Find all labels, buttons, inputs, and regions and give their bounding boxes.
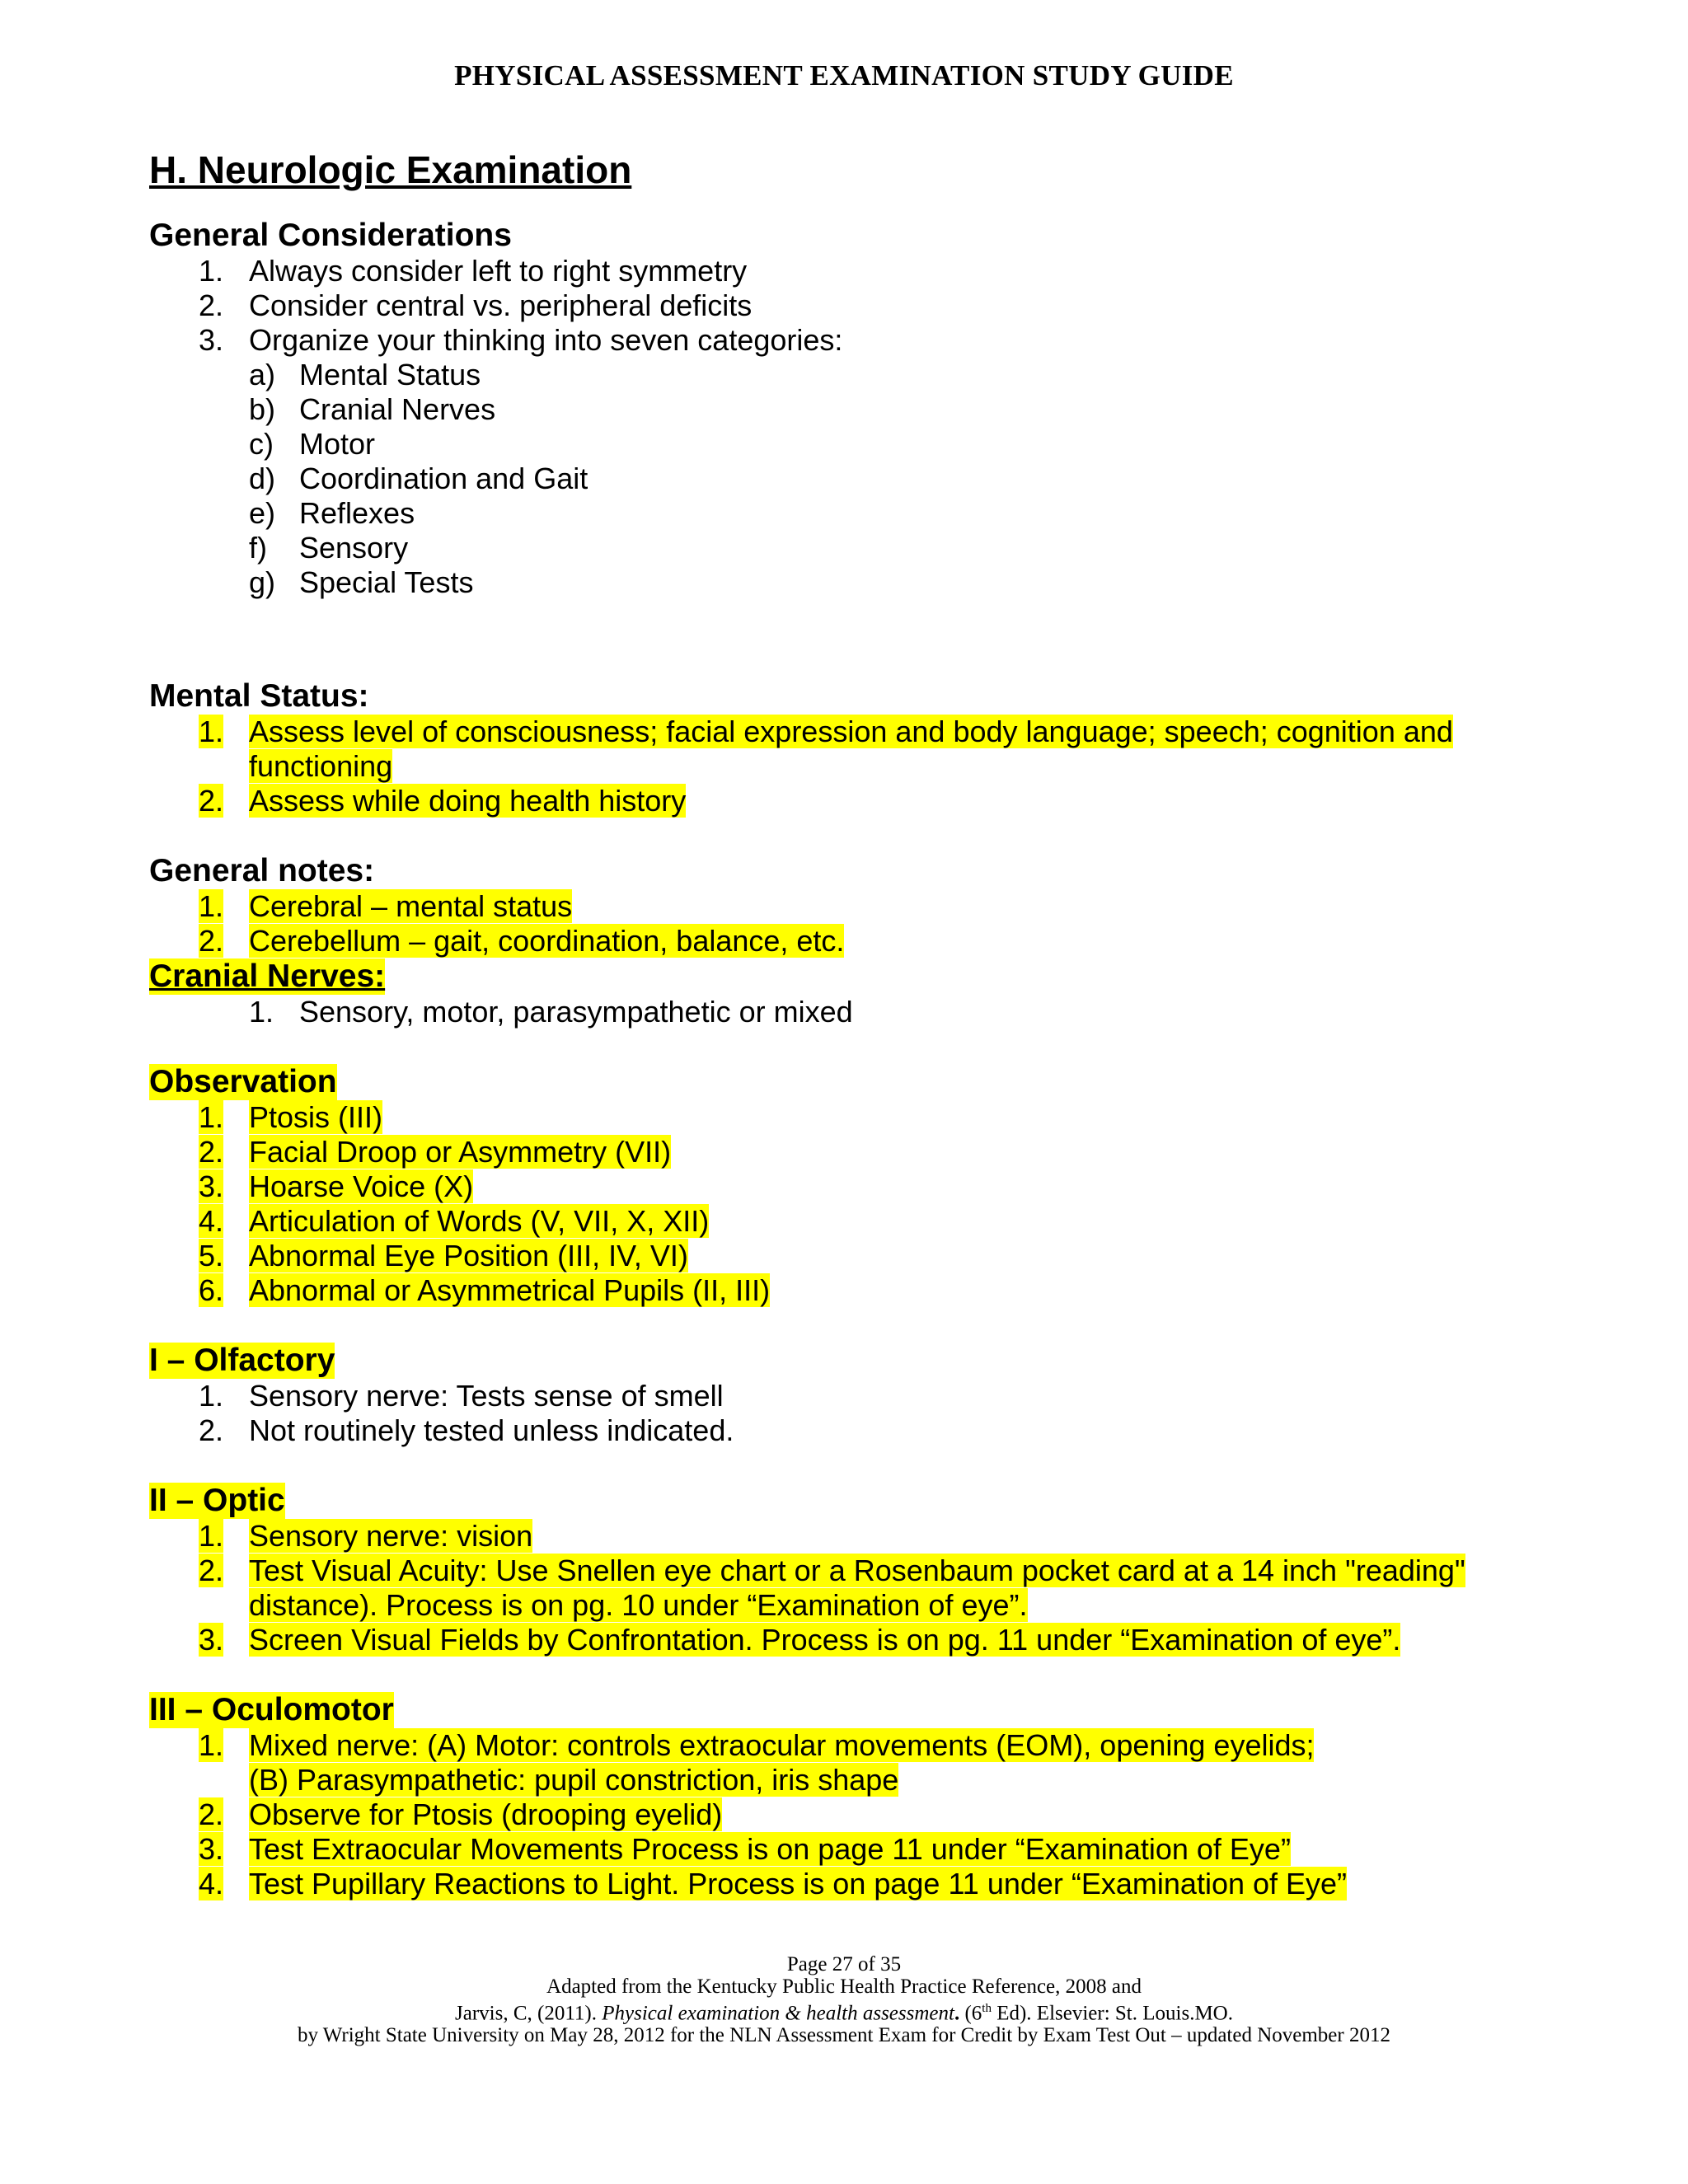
list-item [199,1273,1567,1308]
item-letter: b) [249,392,276,426]
item-letter: g) [249,565,276,599]
list-item [249,995,1567,1029]
item-number: 2. [199,1797,224,1831]
item-text: Organize your thinking into seven categories: [249,323,843,357]
observation-heading: Observation [149,1064,337,1099]
general-notes-section [149,853,1567,958]
item-text: Test Pupillary Reactions to Light. Process is on page 11 under “Examination of Eye” [249,1867,1348,1900]
item-text: Consider central vs. peripheral deficits [249,288,753,322]
item-text: Sensory, motor, parasympathetic or mixed [299,995,853,1029]
item-number: 3. [199,323,224,357]
list-item [199,323,1567,358]
item-number: 3. [199,1169,224,1203]
olfactory-heading: I – Olfactory [149,1343,335,1378]
item-number: 1. [199,1728,224,1762]
observation-section [149,1064,1567,1308]
item-text: Sensory nerve: Tests sense of smell [249,1379,724,1413]
list-item [249,462,1567,496]
citation-edition-suffix: th [982,2002,992,2015]
item-text: Sensory [299,531,409,565]
list-item [199,1379,1567,1413]
list-item [199,1413,1567,1448]
general-considerations-list [199,254,1567,358]
item-number: 4. [199,1867,224,1900]
list-item [199,1623,1567,1657]
list-item [249,392,1567,427]
list-item [199,288,1567,323]
page-header: PHYSICAL ASSESSMENT EXAMINATION STUDY GUIDE [454,59,1234,91]
mental-status-section [149,678,1567,818]
item-number: 2. [199,1135,224,1169]
item-number: 1. [199,715,224,748]
list-item [199,1169,1567,1204]
list-item [199,1135,1567,1169]
item-text: Ptosis (III) [249,1100,383,1134]
list-item [199,889,1567,924]
list-item [199,1100,1567,1135]
item-number: 6. [199,1273,224,1307]
item-text: Facial Droop or Asymmetry (VII) [249,1135,672,1169]
item-text: Reflexes [299,496,415,530]
mental-status-list [199,715,1567,818]
general-considerations-heading: General Considerations [149,218,512,253]
list-item [199,1728,1567,1797]
item-number: 3. [199,1623,224,1657]
item-text: Coordination and Gait [299,462,588,495]
item-letter: a) [249,358,276,391]
footer-credit-line: by Wright State University on May 28, 2012 for the NLN Assessment Exam for Credit by Exam Test Out – updated November 2012 [298,2024,1390,2047]
item-number: 2. [199,1554,224,1587]
list-item [199,1797,1567,1832]
list-item [199,715,1567,784]
list-item [249,531,1567,565]
item-text: Abnormal or Asymmetrical Pupils (II, III) [249,1273,771,1307]
cranial-nerves-heading: Cranial Nerves: [149,958,386,994]
item-letter: e) [249,496,276,530]
list-item [199,254,1567,288]
list-item [199,1554,1567,1623]
observation-list [199,1100,1567,1308]
list-item [199,1204,1567,1239]
cranial-nerves-list [249,995,1567,1029]
list-item [199,1239,1567,1273]
item-number: 1. [199,889,224,923]
item-letter: f) [249,531,267,565]
citation-title: Physical examination & health assessment [602,2002,954,2025]
item-number: 1. [199,1379,224,1413]
item-number: 1. [249,995,274,1029]
item-text: Not routinely tested unless indicated. [249,1413,734,1447]
item-number: 1. [199,1100,224,1134]
item-text: Mental Status [299,358,481,391]
item-number: 5. [199,1239,224,1272]
list-item [249,427,1567,462]
item-text: Cerebral – mental status [249,889,573,923]
optic-heading: II – Optic [149,1483,285,1518]
item-number: 1. [199,254,224,288]
item-number: 3. [199,1832,224,1866]
category-list [249,358,1567,600]
item-number: 2. [199,288,224,322]
citation-dot: . [954,2002,960,2025]
olfactory-list [199,1379,1567,1448]
section-title: H. Neurologic Examination [149,148,632,191]
citation-author: Jarvis, C, (2011). [455,2002,603,2025]
item-letter: c) [249,427,274,461]
item-letter: d) [249,462,276,495]
item-text: Test Extraocular Movements Process is on page 11 under “Examination of Eye” [249,1832,1291,1866]
item-text: Assess while doing health history [249,784,687,818]
list-item [199,784,1567,818]
item-text: Abnormal Eye Position (III, IV, VI) [249,1239,688,1272]
item-text: Observe for Ptosis (drooping eyelid) [249,1797,723,1831]
list-item [199,1832,1567,1867]
item-text: Always consider left to right symmetry [249,254,748,288]
item-text: Cerebellum – gait, coordination, balance, etc. [249,924,845,958]
optic-section [149,1483,1567,1657]
footer-source-line: Adapted from the Kentucky Public Health Practice Reference, 2008 and [546,1975,1142,1998]
oculomotor-section [149,1692,1567,1901]
citation-edition: (6 [959,2002,982,2025]
item-number: 2. [199,924,224,958]
item-text: Mixed nerve: (A) Motor: controls extraocular movements (EOM), opening eyelids; (B) Parasympathetic: pupil constriction, iris shape [249,1728,1315,1797]
oculomotor-heading: III – Oculomotor [149,1692,394,1727]
item-text: Test Visual Acuity: Use Snellen eye chart or a Rosenbaum pocket card at a 14 inch "reading" distance). Process is on pg. 10 under “Examination of eye”. [249,1554,1465,1622]
item-text: Motor [299,427,376,461]
document-body [149,145,1567,1901]
item-number: 2. [199,1413,224,1447]
list-item [249,565,1567,600]
item-text: Hoarse Voice (X) [249,1169,474,1203]
item-text: Cranial Nerves [299,392,496,426]
citation-publisher: Ed). Elsevier: St. Louis.MO. [991,2002,1233,2025]
optic-list [199,1519,1567,1657]
list-item [199,1867,1567,1901]
mental-status-heading: Mental Status: [149,678,369,714]
item-text: Assess level of consciousness; facial expression and body language; speech; cognition and functioning [249,715,1453,783]
item-text: Special Tests [299,565,474,599]
footer-citation-line [0,1998,1688,2024]
general-notes-heading: General notes: [149,853,375,888]
general-considerations-section [149,218,1567,600]
item-number: 1. [199,1519,224,1553]
list-item [199,924,1567,958]
list-item [249,496,1567,531]
cranial-nerves-section [149,958,1567,1029]
item-text: Screen Visual Fields by Confrontation. Process is on pg. 11 under “Examination of eye”. [249,1623,1401,1657]
item-text: Sensory nerve: vision [249,1519,533,1553]
olfactory-section [149,1343,1567,1448]
item-number: 2. [199,784,224,818]
oculomotor-list [199,1728,1567,1901]
page-footer [0,1953,1688,2046]
list-item [249,358,1567,392]
page-number: Page 27 of 35 [786,1953,902,1975]
general-notes-list [199,889,1567,958]
list-item [199,1519,1567,1554]
item-number: 4. [199,1204,224,1238]
item-text: Articulation of Words (V, VII, X, XII) [249,1204,710,1238]
